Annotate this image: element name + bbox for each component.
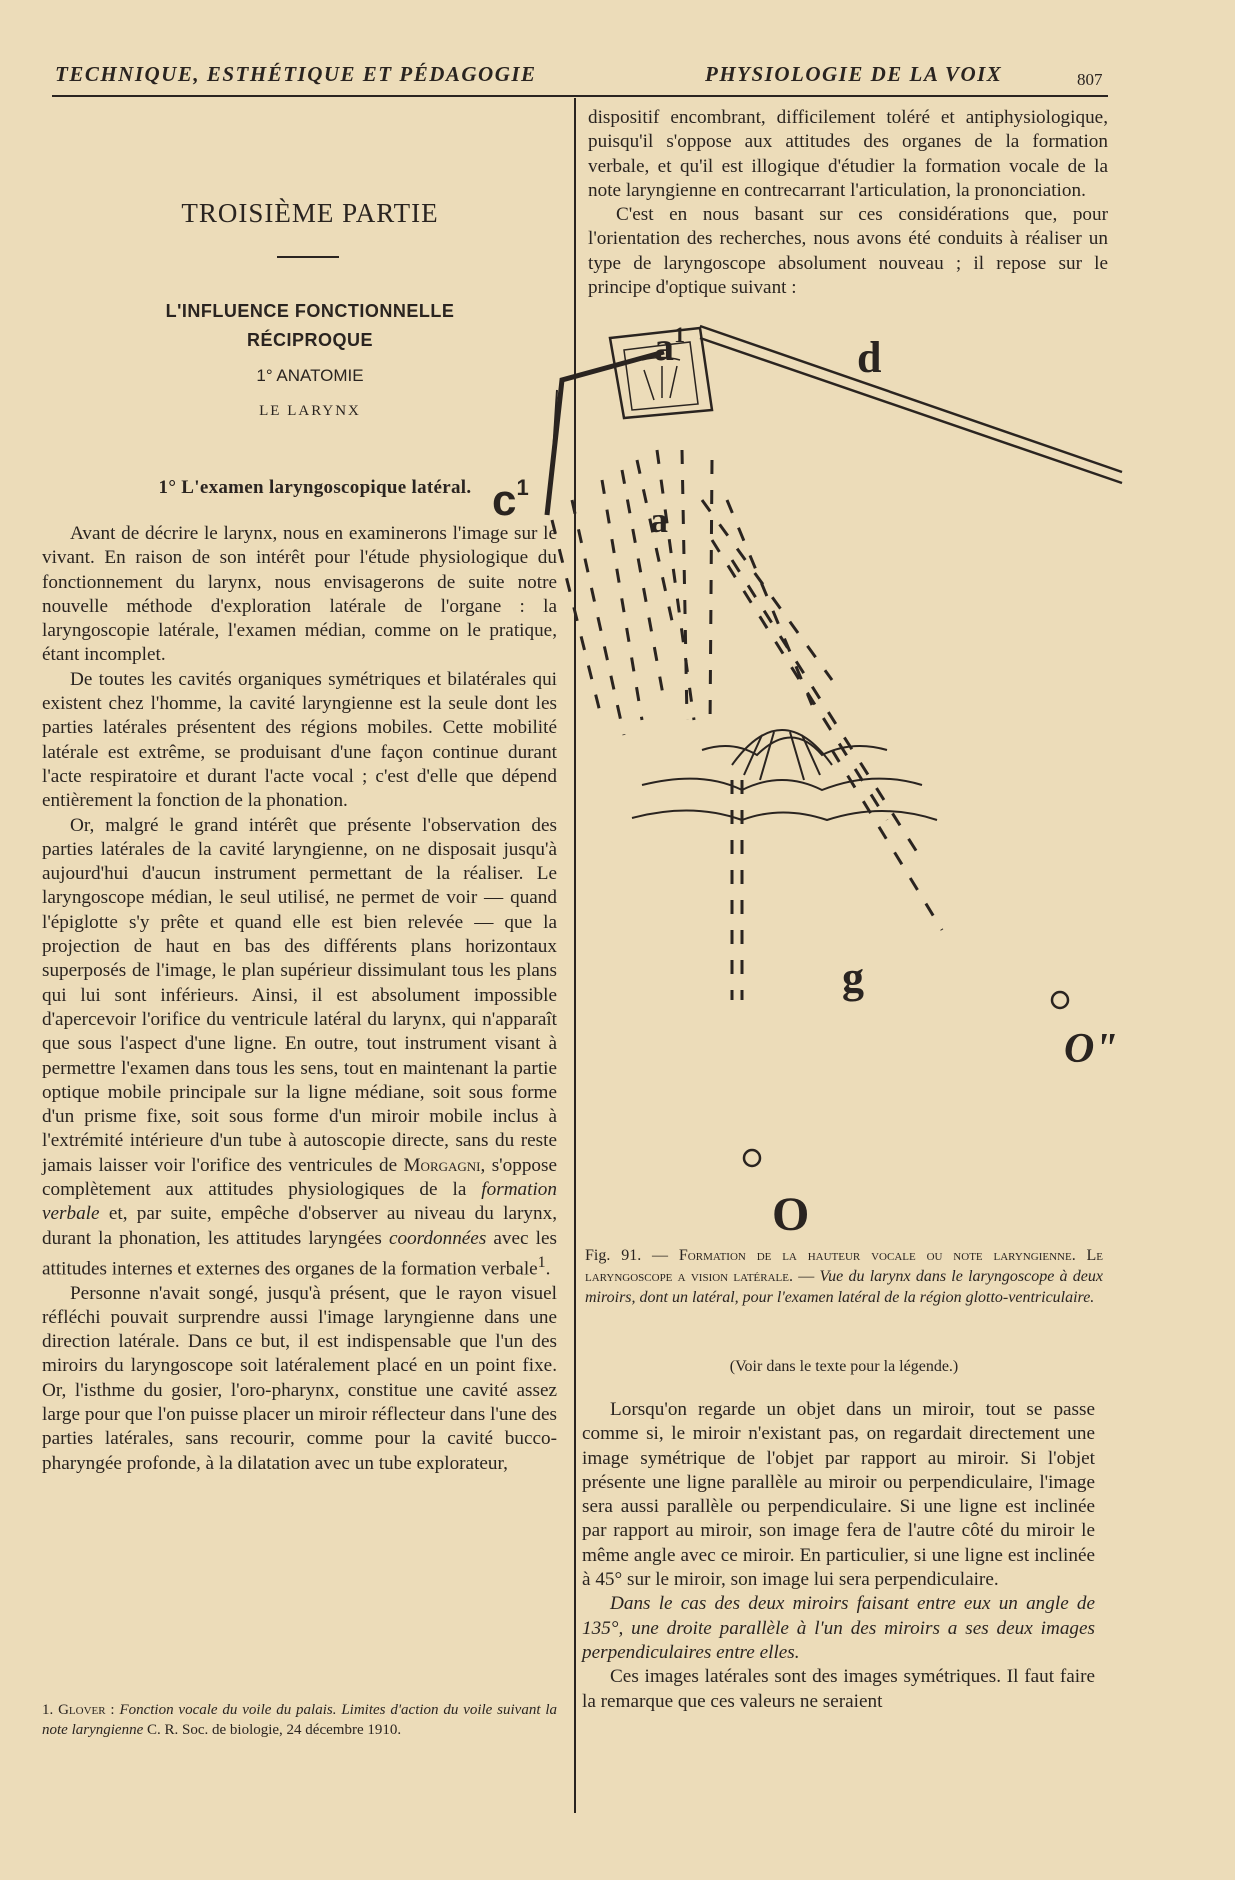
label-g: g xyxy=(842,953,864,1002)
left-column xyxy=(42,522,557,1476)
text: . xyxy=(545,1258,551,1280)
part-title: TROISIÈME PARTIE xyxy=(181,198,439,228)
footnote xyxy=(42,1700,557,1740)
section-title-line2: RÉCIPROQUE xyxy=(246,330,374,350)
subheading-larynx: LE LARYNX xyxy=(259,403,361,419)
paragraph: dispositif encombrant, difficilement toléré et antiphysiologique, puisqu'il s'oppose aux attitudes des organes de la formation verbale, et qu'il est illogique d'étudier la formation vocale de la note laryngienne en contrecarrant l'articulation, la prononciation. xyxy=(588,107,1108,201)
label-o-right: O" xyxy=(1064,1026,1118,1072)
footnote-author: Glover xyxy=(58,1702,106,1718)
running-header-right: PHYSIOLOGIE DE LA VOIX xyxy=(705,62,1003,86)
label-a1: $a^1$ xyxy=(654,322,685,369)
paragraph: De toutes les cavités organiques symétriques et bilatérales qui existent chez l'homme, la cavité laryngienne est la seule dont les parties latérales présentent des régions mobiles. Cette mobilité latérale est extrême, se produisant d'une façon continue durant l'acte respiratoire et durant l'acte vocal ; c'est d'elle que dépend entièrement la fonction de la phonation. xyxy=(42,668,557,812)
title-rule xyxy=(277,256,339,258)
text: , s'oppose complètement aux attitudes physiologiques de la xyxy=(42,1154,557,1201)
text: Or, malgré le grand intérêt que présente l'observation des parties latérales de la cavité laryngienne, on ne disposait jusqu'à aujourd'hui d'aucun instrument permettant de la réaliser. Le laryngoscope médian, le seul utilisé, ne permet de voir — quand l'épiglotte s'y prête et quand elle est bien relevée — que la projection de haut en bas des différents plans horizontaux superposés de l'image, le plan supérieur dissimulant tous les plans qui lui sont inférieurs. Ainsi, il est absolument impossible d'apercevoir l'orifice du ventricule latéral du larynx, qui n'apparaît que sous l'aspect d'une ligne. En outre, tout instrument visant à permettre l'examen dans tous les sens, tout en maintenant la partie optique mobile principale sur la ligne médiane, soit sous forme d'un prisme fixe, soit sous forme d'un miroir mobile inclus à l'extrémité intérieure d'un tube à autoscopie directe, sans du reste jamais laisser voir l'orifice des ventricules de xyxy=(42,814,557,1176)
label-o-bottom: O xyxy=(772,1188,810,1241)
paragraph: Personne n'avait songé, jusqu'à présent, que le rayon visuel réfléchi pouvait surprendre aussi l'image laryngienne dans une direction latérale. Dans ce but, il est indispensable que l'un des miroirs du laryngoscope soit latéralement placé en un point fixe. Or, l'isthme du gosier, l'oro-pharynx, constitue une cavité assez large pour que l'on puisse placer un miroir réflecteur dans l'une des parties latérales, sans recourir, comme pour la cavité bucco-pharyngée profonde, à la dilatation avec un tube explorateur, xyxy=(42,1282,557,1474)
header-rule xyxy=(52,95,1108,97)
eye-point-bottom xyxy=(744,1150,760,1166)
larynx-outline xyxy=(732,730,832,765)
figure-number: Fig. 91. xyxy=(585,1247,642,1264)
paragraph: Avant de décrire le larynx, nous en examinerons l'image sur le vivant. En raison de son intérêt pour l'étude physiologique du fonctionnement du larynx, nous envisagerons de suite notre nouvelle méthode d'exploration latérale de l'organe : la laryngoscopie latérale, l'examen médian, comme on le pratique, étant incomplet. xyxy=(42,523,557,666)
running-header-left: TECHNIQUE, ESTHÉTIQUE ET PÉDAGOGIE xyxy=(55,62,537,86)
paragraph: Ces images latérales sont des images symétriques. Il faut faire la remarque que ces valeurs ne seraient xyxy=(582,1666,1095,1712)
text: — xyxy=(641,1247,679,1264)
italic-term: coordonnées xyxy=(388,1227,487,1249)
subheading-anatomie: 1° ANATOMIE xyxy=(256,366,364,385)
figure-description: Vue du larynx dans le laryngoscope à deux miroirs, dont un latéral, pour l'examen latéral de la région glotto-ventriculaire. xyxy=(585,1268,1104,1306)
footnote-ref: 1 xyxy=(537,1253,546,1271)
footnote-number: 1. xyxy=(42,1702,54,1718)
subheading-examen: 1° L'examen laryngoscopique latéral. xyxy=(158,477,472,498)
right-column-bottom xyxy=(582,1398,1095,1714)
figure-note: (Voir dans le texte pour la légende.) xyxy=(729,1358,959,1375)
figure-title: Formation de la hauteur vocale ou note laryngienne. Le laryngoscope a vision latérale. xyxy=(585,1247,1104,1285)
footnote-source: C. R. Soc. de biologie, 24 décembre 1910. xyxy=(143,1722,402,1738)
label-d: d xyxy=(857,333,882,382)
section-title-line1: L'INFLUENCE FONCTIONNELLE xyxy=(165,301,455,321)
tissue-line xyxy=(642,779,922,790)
column-rule xyxy=(574,98,576,1813)
paragraph: Lorsqu'on regarde un objet dans un miroir, tout se passe comme si, le miroir n'existant pas, on regardait directement une image symétrique de l'objet par rapport au miroir. Si l'objet présente une ligne parallèle au miroir ou perpendiculaire, l'image sera aussi parallèle ou perpendiculaire. Si une ligne est inclinée par rapport au miroir, son image fera de l'autre côté du miroir le même angle avec ce miroir. En particulier, si une ligne est inclinée à 45° sur le miroir, son image lui sera perpendiculaire. xyxy=(582,1399,1095,1591)
tissue-line xyxy=(632,810,937,820)
label-a: a xyxy=(650,500,668,540)
section-title xyxy=(120,297,500,355)
footnote-title: Fonction vocale du voile du palais. Limites d'action du voile suivant la note laryngienne xyxy=(42,1702,558,1738)
right-column-top xyxy=(588,106,1108,300)
text: avec les attitudes internes et externes des organes de la formation verbale xyxy=(42,1227,557,1280)
figure-laryngoscope xyxy=(492,300,1122,1245)
author-name: Morgagni xyxy=(403,1154,481,1176)
handle-line xyxy=(700,338,1122,483)
italic-term: formation verbale xyxy=(42,1179,557,1225)
handle-line xyxy=(700,326,1122,472)
eye-point-right xyxy=(1052,992,1068,1008)
page-number: 807 xyxy=(1077,70,1103,89)
text: : xyxy=(105,1702,120,1718)
light-rays xyxy=(552,450,942,1000)
figure-caption: Fig. 91. — Formation de la hauteur vocale ou note laryngienne. Le laryngoscope a vision latérale. — Vue du larynx dans le laryngoscope à deux miroirs, dont un latéral, pour l'examen latéral de la région glotto-ventriculaire. xyxy=(585,1247,1104,1306)
paragraph: C'est en nous basant sur ces considérations que, pour l'orientation des recherches, nous avons été conduits à réaliser un type de laryngoscope absolument nouveau ; il repose sur le principe d'optique suivant : xyxy=(588,204,1108,299)
paragraph xyxy=(42,814,557,1282)
text: et, par suite, empêche d'observer au niveau du larynx, durant la phonation, les attitudes laryngées xyxy=(42,1203,557,1249)
label-c1: $c^1$ xyxy=(492,475,529,525)
paragraph-italic: Dans le cas des deux miroirs faisant entre eux un angle de 135°, une droite parallèle à l'un des miroirs a ses deux images perpendiculaires entre elles. xyxy=(582,1593,1095,1663)
